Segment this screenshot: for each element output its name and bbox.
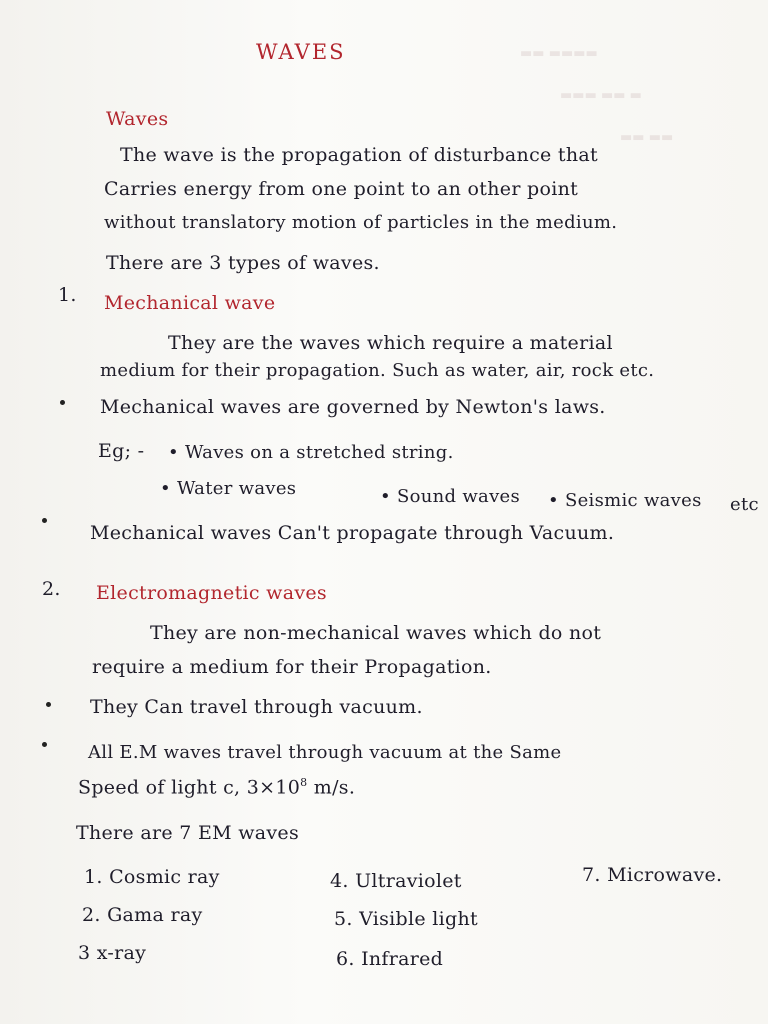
section-heading-waves: Waves: [106, 108, 169, 130]
bullet-dot: [42, 742, 47, 747]
speed-exponent: 8: [300, 776, 308, 789]
example-label: Eg; -: [98, 440, 145, 462]
mechanical-desc-line-1: They are the waves which require a material: [168, 332, 613, 354]
definition-line-3: without translatory motion of particles in the medium.: [104, 212, 618, 233]
em-list-item: 5. Visible light: [334, 908, 478, 930]
em-list-item: 2. Gama ray: [82, 904, 203, 926]
em-bullet-1: They Can travel through vacuum.: [90, 696, 423, 718]
example-etc: etc: [730, 494, 759, 515]
bleed-through-text: ▬▬ ▬▬▬▬: [520, 46, 598, 61]
example-item-2: • Water waves: [160, 478, 297, 499]
mechanical-number: 1.: [58, 284, 77, 306]
page-title: WAVES: [256, 40, 346, 64]
definition-line-1: The wave is the propagation of disturbance that: [120, 144, 598, 166]
mechanical-desc-line-2: medium for their propagation. Such as water, air, rock etc.: [100, 360, 655, 381]
em-heading: Electromagnetic waves: [96, 582, 327, 604]
speed-text: Speed of light c, 3×10: [78, 776, 301, 799]
em-list-item: 1. Cosmic ray: [84, 866, 220, 888]
em-bullet-2-line-2: [78, 776, 355, 798]
bullet-dot: [42, 518, 47, 523]
em-count-line: There are 7 EM waves: [76, 822, 300, 844]
mechanical-bullet-1: Mechanical waves are governed by Newton's laws.: [100, 396, 606, 418]
bullet-dot: [60, 400, 65, 405]
bullet-dot: [46, 702, 51, 707]
em-list-item: 3 x-ray: [78, 942, 147, 964]
mechanical-bullet-2: Mechanical waves Can't propagate through Vacuum.: [90, 522, 615, 544]
bleed-through-text: ▬▬▬ ▬▬ ▬: [560, 88, 642, 103]
em-bullet-2-line-1: All E.M waves travel through vacuum at the Same: [88, 742, 562, 763]
em-list-item: 4. Ultraviolet: [330, 870, 462, 892]
em-desc-line-1: They are non-mechanical waves which do not: [150, 622, 602, 644]
example-item-3: • Sound waves: [380, 486, 521, 507]
em-desc-line-2: require a medium for their Propagation.: [92, 656, 492, 678]
em-number: 2.: [42, 578, 61, 600]
mechanical-heading: Mechanical wave: [104, 292, 276, 314]
speed-unit: m/s.: [307, 776, 356, 799]
example-item-4: • Seismic waves: [548, 490, 702, 511]
example-item-1: • Waves on a stretched string.: [168, 442, 454, 463]
types-intro: There are 3 types of waves.: [106, 252, 380, 274]
definition-line-2: Carries energy from one point to an other point: [104, 178, 579, 200]
em-list-item: 6. Infrared: [336, 948, 444, 970]
bleed-through-text: ▬▬ ▬▬: [620, 130, 674, 145]
em-list-item: 7. Microwave.: [582, 864, 723, 886]
